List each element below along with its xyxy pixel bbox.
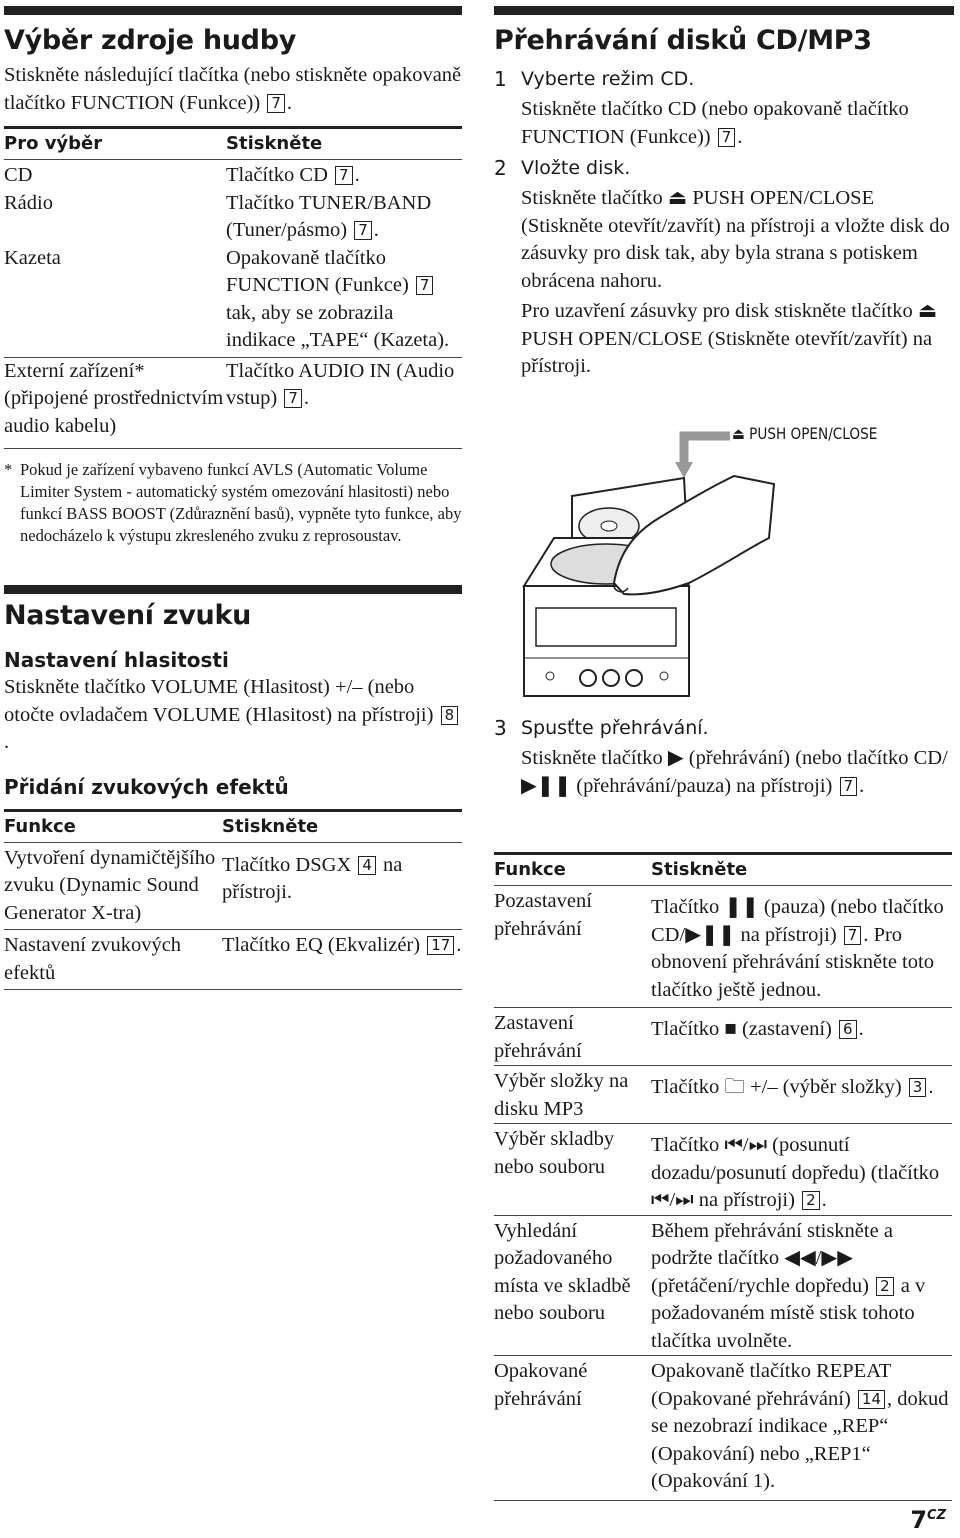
cd-player-illustration: ⏏ PUSH OPEN/CLOSE [494, 418, 954, 703]
col-header-press: Stiskněte [651, 859, 748, 880]
col-header-function: Funkce [494, 859, 566, 880]
play-pause-icon: ▶❚❚ [685, 923, 736, 946]
effects-table [4, 809, 462, 990]
table-row: Externí zařízení* (připojené prostřednictvím audio kabelu) Tlačítko AUDIO IN (Audio vstup) 7 . [4, 357, 462, 444]
table-row: Opakované přehrávání Opakovaně tlačítko REPEAT (Opakované přehrávání) 14 , dokud se nezobrazí indikace „REP“ (Opakování) nebo „REP1“ (Opakování 1). [494, 1356, 952, 1501]
volume-text: Stiskněte tlačítko VOLUME (Hlasitost) +/– (nebo otočte ovladačem VOLUME (Hlasitost) na přístroji) 8. [4, 674, 462, 757]
section-title-sound: Nastavení zvuku [4, 600, 252, 631]
footnote: * Pokud je zařízení vybaveno funkcí AVLS (Automatic Volume Limiter System - automatický systém omezování hlasitosti) nebo funkcí BASS BOOST (Zdůraznění basů), vypněte tyto funkce, aby nedocházelo k výstupu zkresleného zvuku z reprosoustav. [4, 460, 462, 545]
right-column [494, 0, 954, 1492]
table-row: Vyhledání požadovaného místa ve skladbě nebo souboru Během přehrávání stiskněte a podržte tlačítko ◀◀/▶▶ (přetáčení/rychle dopředu) 2 a v požadovaném místě stisk tohoto tlačítka uvolněte. [494, 1215, 952, 1356]
table-row: Kazeta Opakovaně tlačítko FUNCTION (Funkce) 7 tak, aby se zobrazila indikace „TAPE“ (Kazeta). [4, 246, 450, 351]
col-header-function: Funkce [4, 815, 76, 837]
table-row: Vytvoření dynamičtějšího zvuku (Dynamic Sound Generator X-tra) Tlačítko DSGX 4 na přístroji. [4, 842, 462, 930]
table-row: Pozastavení přehrávání Tlačítko ❚❚ (pauza) (nebo tlačítko CD/▶❚❚ na přístroji) 7 . Pro obnovení přehrávání stiskněte toto tlačítko ještě jednou. [494, 886, 952, 1008]
prev-next-icon: ⏮/⏭ [724, 1134, 768, 1156]
col-header-press: Stiskněte [222, 815, 319, 837]
step-1: 1 Vyberte režim CD. Stiskněte tlačítko CD (nebo opakovaně tlačítko FUNCTION (Funkce)) 7 . [494, 67, 909, 148]
section-bar [4, 6, 462, 15]
play-pause-icon: ▶❚❚ [521, 774, 572, 797]
pause-icon: ❚❚ [724, 896, 759, 918]
page-number: $7^{CZ}$ [910, 1506, 946, 1534]
eject-icon: ⏏ [732, 424, 745, 443]
section-title-playback: Přehrávání disků CD/MP3 [494, 25, 872, 56]
section-title-music-source: Výběr zdroje hudby [4, 25, 297, 56]
folder-icon: 🗀 [724, 1076, 745, 1098]
subheading-effects: Přidání zvukových efektů [4, 774, 289, 799]
section-bar [4, 585, 462, 594]
stop-icon: ■ [724, 1018, 737, 1040]
col-header-select: Pro výběr [4, 133, 103, 154]
table-row: Zastavení přehrávání Tlačítko ■ (zastavení) 6 . [494, 1008, 952, 1066]
eject-icon: ⏏ [667, 187, 688, 209]
table-row: Výběr skladby nebo souboru Tlačítko ⏮/⏭ (posunutí dozadu/posunutí dopředu) (tlačítko ⏮/⏭ na přístroji) 2 . [494, 1124, 952, 1216]
left-column [4, 0, 462, 990]
col-header-press: Stiskněte [226, 133, 323, 154]
play-icon: ▶ [667, 747, 684, 769]
table-row: CD Tlačítko CD 7 . [4, 160, 462, 190]
table-row: Nastavení zvukových efektů Tlačítko EQ (Ekvalizér) 17 . [4, 930, 462, 990]
section-bar [494, 6, 954, 15]
playback-table [494, 852, 952, 1501]
subheading-volume: Nastavení hlasitosti [4, 648, 229, 672]
rewind-forward-icon: ◀◀/▶▶ [784, 1247, 853, 1269]
intro-text: Stiskněte následující tlačítka (nebo stiskněte opakovaně tlačítko FUNCTION (Funkce)) 7 . [4, 64, 462, 114]
table-row: Rádio Tlačítko TUNER/BAND (Tuner/pásmo) 7 . [4, 191, 432, 241]
table-row: Výběr složky na disku MP3 Tlačítko 🗀 +/– (výběr složky) 3 . [494, 1066, 952, 1124]
prev-next-icon: ⏮/⏭ [651, 1189, 694, 1211]
eject-icon: ⏏ [917, 300, 938, 322]
step-2: 2 Vložte disk. Stiskněte tlačítko ⏏ PUSH OPEN/CLOSE (Stiskněte otevřít/zavřít) na přístroji a vložte disk do zásuvky pro disk tak, aby byla strana s potiskem obrácena nahoru. Pro uzavření zásuvky pro disk stiskněte tlačítko ⏏ PUSH OPEN/CLOSE (Stiskněte otevřít/zavřít) na přístroji. [494, 156, 950, 377]
source-table [4, 126, 462, 444]
ref-box: 7 [267, 94, 285, 113]
step-3: 3 Spusťte přehrávání. Stiskněte tlačítko ▶ (přehrávání) (nebo tlačítko CD/▶❚❚ (přehrávání/pauza) na přístroji) 7 . [494, 716, 948, 797]
